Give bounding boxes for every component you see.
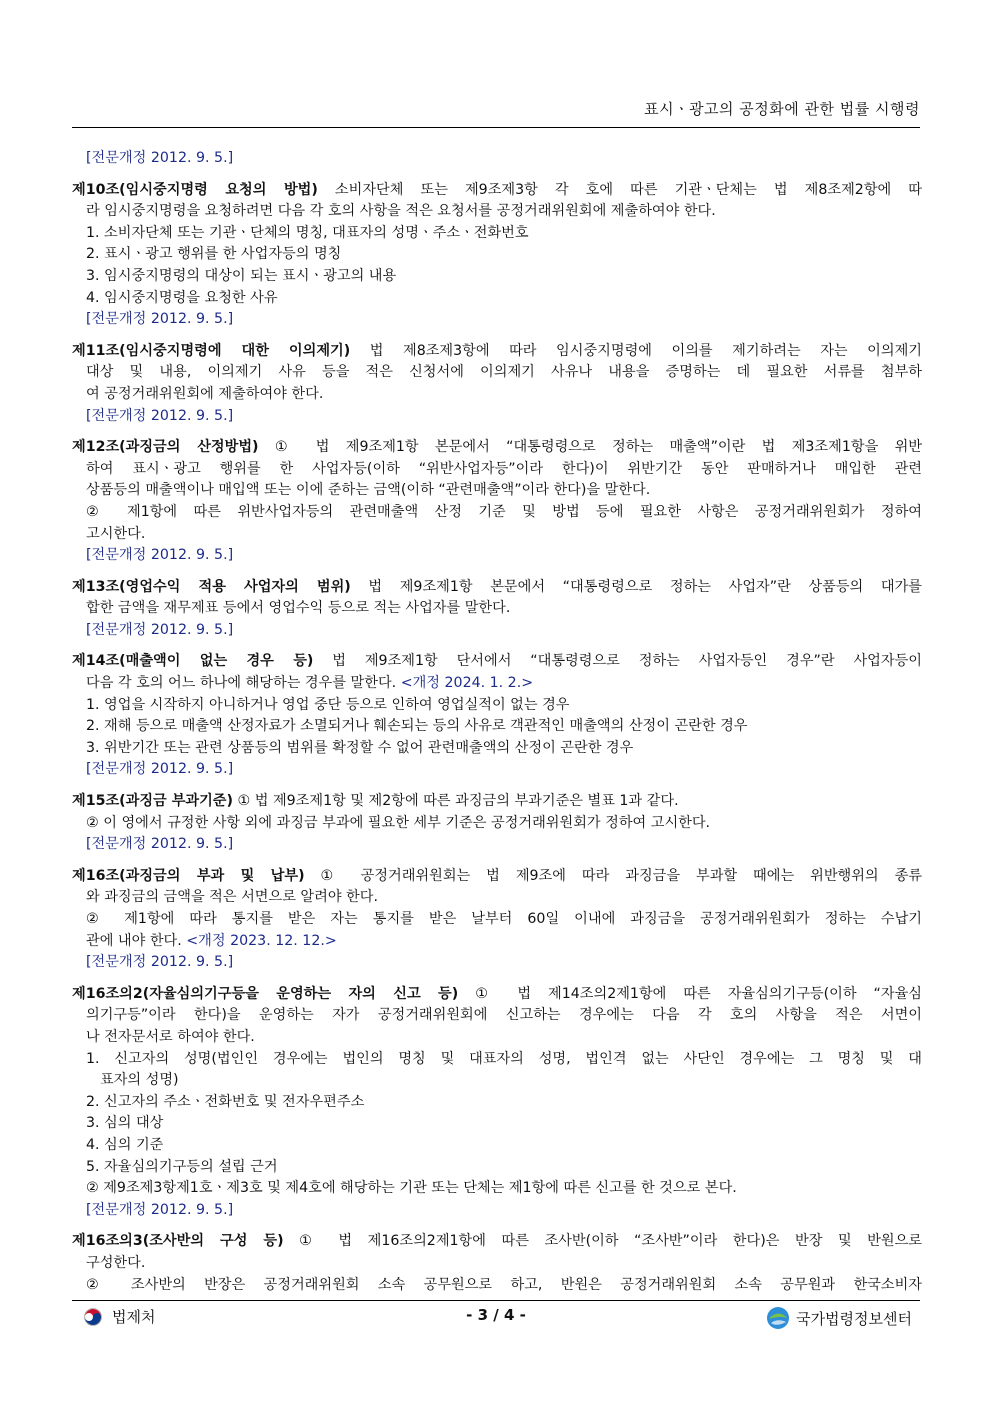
article-text-line [72, 738, 922, 760]
line-text: ① 법 제16조의2제1항에 따른 조사반(이하 “조사반”이라 한다)은 반장 및 반원으로 [283, 1233, 922, 1250]
line-text: 3. 임시중지명령의 대상이 되는 표시ㆍ광고의 내용 [86, 267, 397, 284]
revision-note [72, 406, 922, 428]
article-text-line [72, 909, 922, 931]
article-block [72, 1231, 922, 1296]
line-text: 1. 신고자의 성명(법인인 경우에는 법인의 명칭 및 대표자의 성명, 법인격 없는 사단인 경우에는 그 명칭 및 대 [86, 1050, 922, 1067]
line-text: 1. 영업을 시작하지 아니하거나 영업 중단 등으로 인하여 영업실적이 없는 경우 [86, 696, 570, 713]
line-text: 1. 소비자단체 또는 기관ㆍ단체의 명칭, 대표자의 성명ㆍ주소ㆍ전화번호 [86, 224, 529, 241]
article-block [72, 341, 922, 427]
article-text-line [72, 887, 922, 909]
article-text-line [72, 931, 922, 953]
line-text: 법 제9조제1항 단서에서 “대통령령으로 정하는 사업자등인 경우”란 사업자등이 [313, 653, 922, 670]
footer-right [766, 1306, 912, 1330]
page-footer [72, 1306, 920, 1330]
page-number: - 3 / 4 - [466, 1306, 526, 1324]
article-text-line [72, 1027, 922, 1049]
line-text: [전문개정 2012. 9. 5.] [86, 150, 234, 166]
line-text: ② 제9조제3항제1호ㆍ제3호 및 제4호에 해당하는 기관 또는 단체는 제1항에 따른 신고를 한 것으로 본다. [86, 1180, 737, 1197]
article-text-line [72, 1005, 922, 1027]
line-text: 2. 재해 등으로 매출액 산정자료가 소멸되거나 훼손되는 등의 사유로 객관적인 매출액의 산정이 곤란한 경우 [86, 718, 748, 735]
line-text: [전문개정 2012. 9. 5.] [86, 407, 234, 424]
article-text-line [72, 1113, 922, 1135]
article-text-line [72, 1253, 922, 1275]
line-text: ① 법 제9조제1항 본문에서 “대통령령으로 정하는 매출액”이란 법 제3조제1항을 위반 [258, 439, 923, 456]
line-text: 표자의 성명) [100, 1072, 179, 1089]
line-text: ① 법 제9조제1항 및 제2항에 따른 과징금의 부과기준은 별표 1과 같다. [233, 793, 679, 810]
article-title: 제10조(임시중지명령 요청의 방법) [72, 181, 318, 198]
line-text: 3. 위반기간 또는 관련 상품등의 범위를 확정할 수 없어 관련매출액의 산정이 곤란한 경우 [86, 739, 634, 756]
article-heading-line [72, 577, 922, 599]
article-heading-line [72, 984, 922, 1006]
article-heading-line [72, 866, 922, 888]
revision-note [72, 545, 922, 567]
line-text: 4. 심의 기준 [86, 1136, 164, 1153]
article-heading-line [72, 651, 922, 673]
article-text-line [72, 266, 922, 288]
line-text: 5. 자율심의기구등의 설립 근거 [86, 1158, 278, 1175]
line-text: [전문개정 2012. 9. 5.] [86, 621, 234, 638]
line-text: [전문개정 2012. 9. 5.] [86, 954, 234, 971]
article-text-line [72, 459, 922, 481]
revision-note [72, 620, 922, 642]
line-text: ② 조사반의 반장은 공정거래위원회 소속 공무원으로 하고, 반원은 공정거래위원회 소속 공무원과 한국소비자 [86, 1276, 922, 1293]
article-spacer [72, 331, 922, 341]
article-text-line [72, 502, 922, 524]
article-text-line [72, 1178, 922, 1200]
line-text: 관에 내야 한다. [86, 932, 187, 949]
line-text: 다음 각 호의 어느 하나에 해당하는 경우를 말한다. [86, 675, 401, 692]
article-text-line [72, 598, 922, 620]
line-text: 3. 심의 대상 [86, 1115, 164, 1132]
article-text-line [72, 480, 922, 502]
line-text: ① 공정거래위원회는 법 제9조에 따라 과징금을 부과할 때에는 위반행위의 종류 [304, 867, 922, 884]
article-title: 제11조(임시중지명령에 대한 이의제기) [72, 342, 351, 359]
article-text-line [72, 1135, 922, 1157]
article-block [72, 791, 922, 856]
article-spacer [72, 641, 922, 651]
article-text-line [72, 1070, 922, 1092]
document-title: 표시ㆍ광고의 공정화에 관한 법률 시행령 [644, 100, 920, 118]
article-title: 제16조(과징금의 부과 및 납부) [72, 867, 305, 884]
article-title: 제16조의2(자율심의기구등을 운영하는 자의 신고 등) [72, 985, 459, 1002]
line-text: 대상 및 내용, 이의제기 사유 등을 적은 신청서에 이의제기 사유나 내용을 증명하는 데 필요한 서류를 첨부하 [86, 364, 922, 381]
article-spacer [72, 1221, 922, 1231]
article-title: 제15조(과징금 부과기준) [72, 793, 233, 810]
article-block [72, 651, 922, 781]
line-text: 2. 표시ㆍ광고 행위를 한 사업자등의 명칭 [86, 246, 342, 263]
article-text-line [72, 223, 922, 245]
article-spacer [72, 170, 922, 180]
article-spacer [72, 856, 922, 866]
line-text: 소비자단체 또는 제9조제3항 각 호에 따른 기관ㆍ단체는 법 제8조제2항에 따 [317, 181, 922, 198]
document-body [72, 148, 922, 1296]
line-text: 나 전자문서로 하여야 한다. [86, 1028, 255, 1045]
footer-right-label: 국가법령정보센터 [796, 1309, 912, 1328]
article-spacer [72, 427, 922, 437]
line-text: 2. 신고자의 주소ㆍ전화번호 및 전자우편주소 [86, 1093, 365, 1110]
article-heading-line [72, 341, 922, 363]
article-heading-line [72, 180, 922, 202]
article-spacer [72, 974, 922, 984]
line-text: 하여 표시ㆍ광고 행위를 한 사업자등(이하 “위반사업자등”이라 한다)이 위반기간 동안 판매하거나 매입한 관련 [86, 460, 922, 477]
article-block [72, 180, 922, 331]
article-text-line [72, 1275, 922, 1297]
line-text: 구성한다. [86, 1254, 146, 1271]
globe-logo-icon [766, 1306, 790, 1330]
article-text-line [72, 1157, 922, 1179]
line-text: 여 공정거래위원회에 제출하여야 한다. [86, 385, 324, 402]
article-text-line [72, 384, 922, 406]
line-text: ① 법 제14조의2제1항에 따른 자율심의기구등(이하 “자율심 [458, 985, 923, 1002]
footer-divider [72, 1300, 920, 1301]
line-text: 4. 임시중지명령을 요청한 사유 [86, 289, 278, 306]
revision-note [72, 309, 922, 331]
line-text: 합한 금액을 재무제표 등에서 영업수익 등으로 적는 사업자를 말한다. [86, 600, 511, 617]
line-text: [전문개정 2012. 9. 5.] [86, 836, 234, 853]
article-text-line [72, 201, 922, 223]
revision-note [72, 834, 922, 856]
article-block [72, 984, 922, 1222]
line-text: [전문개정 2012. 9. 5.] [86, 311, 234, 328]
line-text: ② 이 영에서 규정한 사항 외에 과징금 부과에 필요한 세부 기준은 공정거래위원회가 정하여 고시한다. [86, 814, 711, 831]
page-header [72, 98, 920, 128]
article-title: 제16조의3(조사반의 구성 등) [72, 1233, 284, 1250]
article-text-line [72, 1049, 922, 1071]
line-text: 법 제9조제1항 본문에서 “대통령령으로 정하는 사업자”란 상품등의 대가를 [350, 578, 922, 595]
article-text-line [72, 1092, 922, 1114]
line-text: ② 제1항에 따라 통지를 받은 자는 통지를 받은 날부터 60일 이내에 과징금을 공정거래위원회가 정하는 수납기 [86, 911, 922, 927]
article-spacer [72, 781, 922, 791]
article-text-line [72, 813, 922, 835]
amendment-note: <개정 2024. 1. 2.> [400, 675, 534, 692]
line-text: [전문개정 2012. 9. 5.] [86, 761, 234, 778]
article-text-line [72, 288, 922, 310]
article-text-line [72, 362, 922, 384]
line-text: ② 제1항에 따른 위반사업자등의 관련매출액 산정 기준 및 방법 등에 필요한 사항은 공정거래위원회가 정하여 [86, 503, 922, 520]
article-text-line [72, 244, 922, 266]
article-heading-line [72, 437, 922, 459]
line-text: [전문개정 2012. 9. 5.] [86, 547, 234, 564]
article-title: 제12조(과징금의 산정방법) [72, 439, 259, 456]
footer-left-label: 법제처 [112, 1308, 156, 1326]
article-block [72, 866, 922, 974]
article-heading-line [72, 1231, 922, 1253]
line-text: [전문개정 2012. 9. 5.] [86, 1201, 234, 1218]
article-text-line [72, 716, 922, 738]
line-text: 법 제8조제3항에 따라 임시중지명령에 이의를 제기하려는 자는 이의제기 [350, 342, 922, 359]
article-title: 제14조(매출액이 없는 경우 등) [72, 653, 314, 670]
article-spacer [72, 567, 922, 577]
article-text-line [72, 695, 922, 717]
article-block [72, 437, 922, 567]
article-block [72, 577, 922, 642]
article-text-line [72, 673, 922, 695]
revision-note [72, 1200, 922, 1222]
line-text: 의기구등”이라 한다)을 운영하는 자가 공정거래위원회에 신고하는 경우에는 다음 각 호의 사항을 적은 서면이 [86, 1007, 922, 1024]
amendment-note: <개정 2023. 12. 12.> [186, 932, 337, 949]
line-text: 상품등의 매출액이나 매입액 또는 이에 준하는 금액(이하 “관련매출액”이라 한다)을 말한다. [86, 482, 651, 499]
revision-note [72, 952, 922, 974]
line-text: 와 과징금의 금액을 적은 서면으로 알려야 한다. [86, 889, 378, 906]
carryover-block [72, 148, 922, 170]
line-text: 고시한다. [86, 525, 146, 542]
article-title: 제13조(영업수익 적용 사업자의 범위) [72, 578, 351, 595]
line-text: 라 임시중지명령을 요청하려면 다음 각 호의 사항을 적은 요청서를 공정거래위원회에 제출하여야 한다. [86, 203, 716, 220]
revision-note [72, 148, 922, 170]
article-heading-line [72, 791, 922, 813]
article-text-line [72, 524, 922, 546]
revision-note [72, 759, 922, 781]
